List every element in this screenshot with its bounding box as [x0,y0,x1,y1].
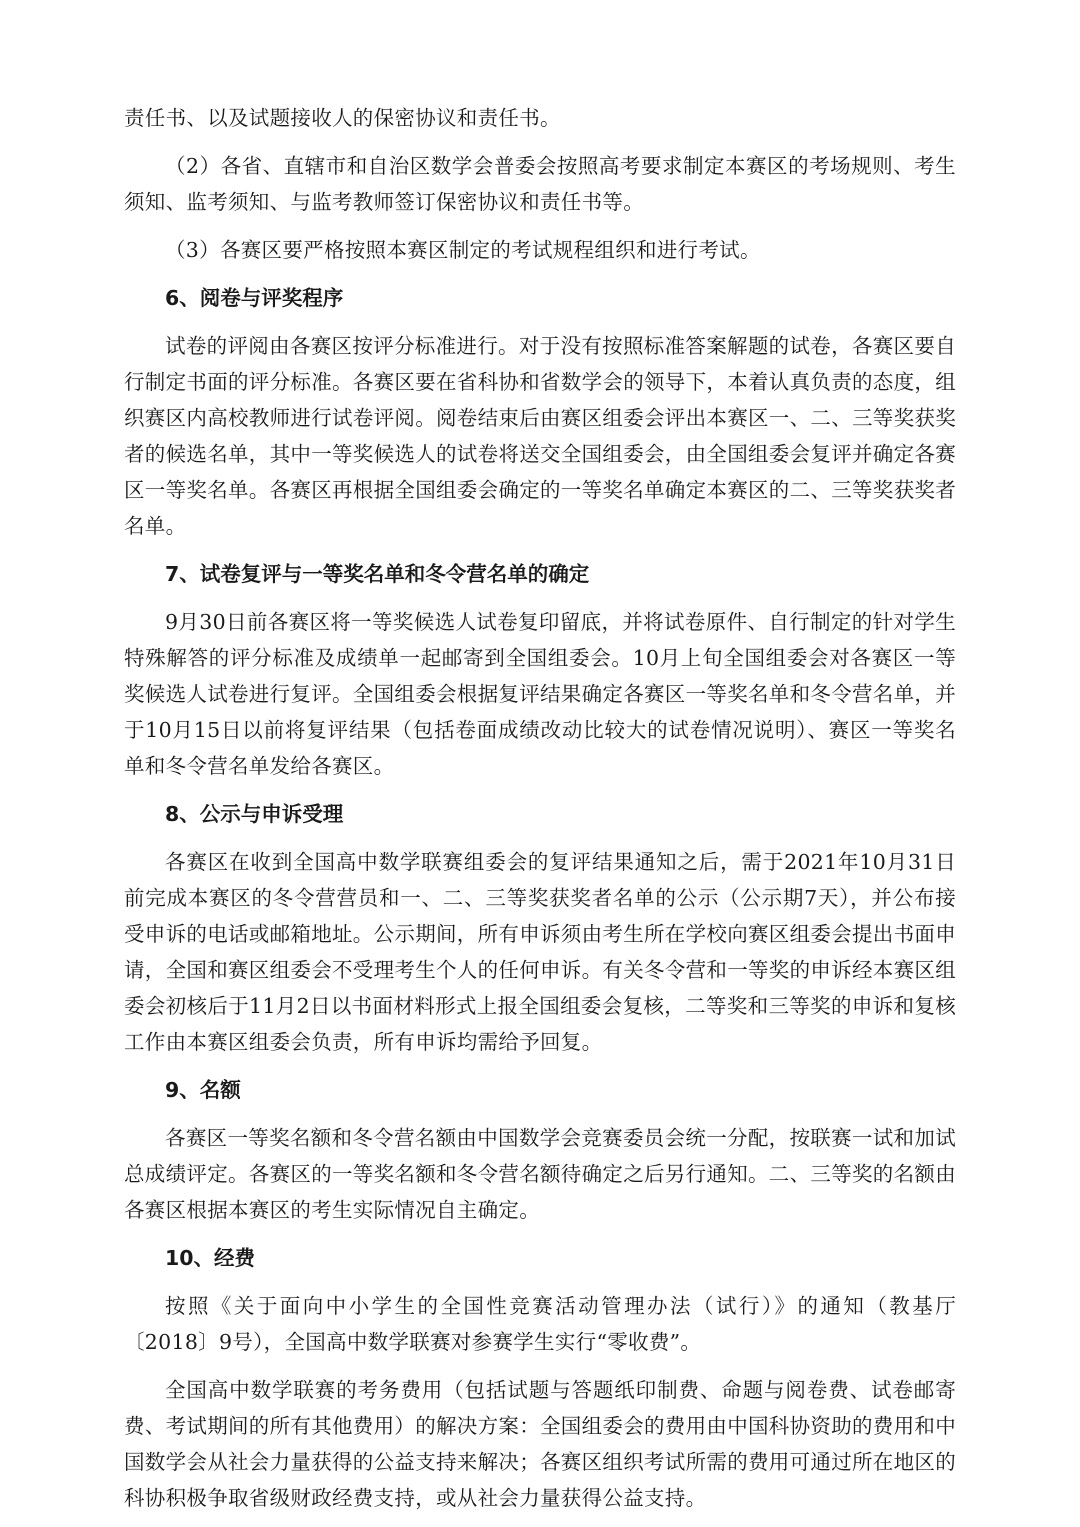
paragraph-section-10b: 全国高中数学联赛的考务费用（包括试题与答题纸印制费、命题与阅卷费、试卷邮寄费、考试期间的所有其他费用）的解决方案：全国组委会的费用由中国科协资助的费用和中国数学会从社会力量获得的公益支持来解决；各赛区组织考试所需的费用可通过所在地区的科协积极争取省级财政经费支持，或从社会力量获得公益支持。 [124,1378,956,1510]
section-heading-10: 10、经费 [165,1246,256,1270]
paragraph-section-8: 各赛区在收到全国高中数学联赛组委会的复评结果通知之后，需于2021年10月31日前完成本赛区的冬令营营员和一、二、三等奖获奖者名单的公示（公示期7天），并公布接受申诉的电话或邮箱地址。公示期间，所有申诉须由考生所在学校向赛区组委会提出书面申请，全国和赛区组委会不受理考生个人的任何申诉。有关冬令营和一等奖的申诉经本赛区组委会初核后于11月2日以书面材料形式上报全国组委会复核，二等奖和三等奖的申诉和复核工作由本赛区组委会负责，所有申诉均需给予回复。 [124,850,956,1054]
section-heading-6: 6、阅卷与评奖程序 [165,286,344,310]
paragraph-section-7: 9月30日前各赛区将一等奖候选人试卷复印留底，并将试卷原件、自行制定的针对学生特殊解答的评分标准及成绩单一起邮寄到全国组委会。10月上旬全国组委会对各赛区一等奖候选人试卷进行复评。全国组委会根据复评结果确定各赛区一等奖名单和冬令营名单，并于10月15日以前将复评结果（包括卷面成绩改动比较大的试卷情况说明）、赛区一等奖名单和冬令营名单发给各赛区。 [124,610,956,778]
paragraph-item-3: （3）各赛区要严格按照本赛区制定的考试规程组织和进行考试。 [165,238,761,262]
paragraph-continuation: 责任书、以及试题接收人的保密协议和责任书。 [124,106,561,130]
paragraph-section-6: 试卷的评阅由各赛区按评分标准进行。对于没有按照标准答案解题的试卷，各赛区要自行制定书面的评分标准。各赛区要在省科协和省数学会的领导下，本着认真负责的态度，组织赛区内高校教师进行试卷评阅。阅卷结束后由赛区组委会评出本赛区一、二、三等奖获奖者的候选名单，其中一等奖候选人的试卷将送交全国组委会，由全国组委会复评并确定各赛区一等奖名单。各赛区再根据全国组委会确定的一等奖名单确定本赛区的二、三等奖获奖者名单。 [124,334,956,538]
section-heading-7: 7、试卷复评与一等奖名单和冬令营名单的确定 [165,562,590,586]
section-heading-8: 8、公示与申诉受理 [165,802,344,826]
paragraph-section-9: 各赛区一等奖名额和冬令营名额由中国数学会竞赛委员会统一分配，按联赛一试和加试总成绩评定。各赛区的一等奖名额和冬令营名额待确定之后另行通知。二、三等奖的名额由各赛区根据本赛区的考生实际情况自主确定。 [124,1126,956,1222]
paragraph-section-10a: 按照《关于面向中小学生的全国性竞赛活动管理办法（试行）》的通知（教基厅〔2018〕9号），全国高中数学联赛对参赛学生实行“零收费”。 [124,1294,956,1354]
document-body [124,100,956,1516]
section-heading-9: 9、名额 [165,1078,241,1102]
paragraph-item-2: （2）各省、直辖市和自治区数学会普委会按照高考要求制定本赛区的考场规则、考生须知、监考须知、与监考教师签订保密协议和责任书等。 [124,154,956,214]
